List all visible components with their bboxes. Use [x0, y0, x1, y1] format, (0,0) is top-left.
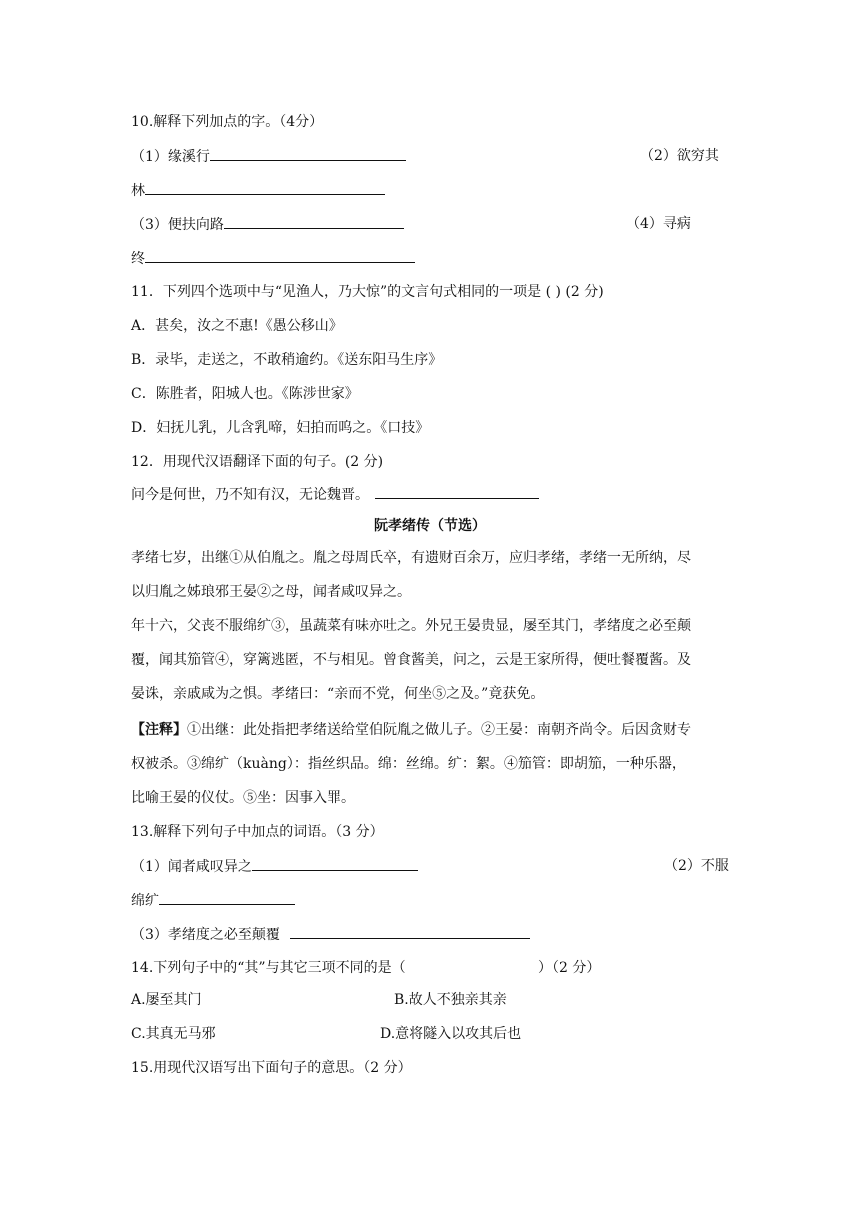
notes-label: 【注释】	[131, 722, 187, 738]
q10-item-2-label: （2）欲穷其	[640, 148, 719, 164]
q10-item-4-label: （4）寻病	[626, 216, 691, 232]
q13-item-3-label: （3）孝绪度之必至颠覆	[131, 927, 280, 943]
q12-heading: 12．用现代汉语翻译下面的句子。(2 分)	[131, 454, 384, 470]
q10-item-4-cont	[131, 248, 415, 269]
answer-blank[interactable]	[145, 248, 415, 263]
q13-heading: 13.解释下列句子中加点的词语。（3 分）	[131, 824, 384, 840]
q10-item-2-cont	[131, 180, 385, 201]
passage-p1-line1: 孝绪七岁，出继①从伯胤之。胤之母周氏卒，有遗财百余万，应归孝绪，孝绪一无所纳，尽	[131, 550, 691, 566]
q13-item-2-cont	[131, 890, 295, 911]
passage-p2-line2: 覆，闻其笳管④，穿篱逃匿，不与相见。曾食酱美，问之，云是王家所得，便吐餐覆酱。及	[131, 652, 691, 668]
q14-option-c: C.其真无马邪	[131, 1026, 216, 1042]
passage-p2-line1: 年十六，父丧不服绵纩③，虽蔬菜有味亦吐之。外兄王晏贵显，屡至其门，孝绪度之必至颠	[131, 618, 691, 634]
q15-heading: 15.用现代汉语写出下面句子的意思。（2 分）	[131, 1060, 412, 1076]
q10-heading: 10.解释下列加点的字。（4分）	[131, 114, 324, 130]
q13-item-1-label: （1）闻者咸叹异之	[131, 859, 252, 875]
q10-item-1-label: （1）缘溪行	[131, 149, 210, 165]
notes-line2: 权被杀。③绵纩（kuàng）：指丝织品。绵：丝绵。纩：絮。④笳管：即胡笳，一种乐器，	[131, 756, 686, 772]
q10-item-2-tail: 林	[131, 183, 145, 199]
q11-option-a: A．甚矣，汝之不惠!《愚公移山》	[131, 318, 343, 334]
q10-item-3-label: （3）便扶向路	[131, 217, 224, 233]
notes-line3: 比喻王晏的仪仗。⑤坐：因事入罪。	[131, 790, 355, 806]
q10-item-4-tail: 终	[131, 251, 145, 267]
answer-blank[interactable]	[252, 856, 418, 871]
q11-option-d: D．妇抚儿乳，儿含乳啼，妇拍而呜之。《口技》	[131, 420, 430, 436]
q13-item-3	[131, 924, 530, 945]
answer-blank[interactable]	[224, 214, 404, 229]
passage-title: 阮孝绪传（节选）	[374, 518, 486, 534]
q13-item-2-label: （2）不服	[664, 858, 729, 874]
notes-text-1: ①出继：此处指把孝绪送给堂伯阮胤之做儿子。②王晏：南朝齐尚令。后因贪财专	[187, 722, 691, 738]
q12-sentence: 问今是何世，乃不知有汉，无论魏晋。	[131, 487, 369, 503]
q14-option-a: A.屡至其门	[131, 992, 202, 1008]
passage-p1-line2: 以归胤之姊琅邪王晏②之母，闻者咸叹异之。	[131, 584, 411, 600]
q10-item-1	[131, 146, 406, 167]
passage-p2-line3: 晏诛，亲戚咸为之惧。孝绪曰：“亲而不党，何坐⑤之及。”竟获免。	[131, 686, 545, 702]
q14-heading-a: 14.下列句子中的“其”与其它三项不同的是（	[131, 960, 406, 976]
answer-blank[interactable]	[210, 146, 406, 161]
answer-blank[interactable]	[145, 180, 385, 195]
q12-sentence-line	[131, 484, 539, 505]
q10-item-3	[131, 214, 404, 235]
q14-option-b: B.故人不独亲其亲	[394, 992, 507, 1008]
q11-option-c: C．陈胜者，阳城人也。《陈涉世家》	[131, 386, 359, 402]
q13-item-2-tail: 绵纩	[131, 893, 159, 909]
q14-option-d: D.意将隧入以攻其后也	[380, 1026, 522, 1042]
q11-option-b: B．录毕，走送之，不敢稍逾约。《送东阳马生序》	[131, 352, 443, 368]
q11-heading: 11．下列四个选项中与“见渔人，乃大惊”的文言句式相同的一项是 ( ) (2 分)	[131, 284, 604, 300]
answer-blank[interactable]	[159, 890, 295, 905]
q13-item-1	[131, 856, 418, 877]
answer-blank[interactable]	[290, 924, 530, 939]
q14-heading-b: ）（2 分）	[538, 960, 601, 976]
answer-blank[interactable]	[375, 484, 539, 499]
notes-line1	[131, 720, 691, 740]
